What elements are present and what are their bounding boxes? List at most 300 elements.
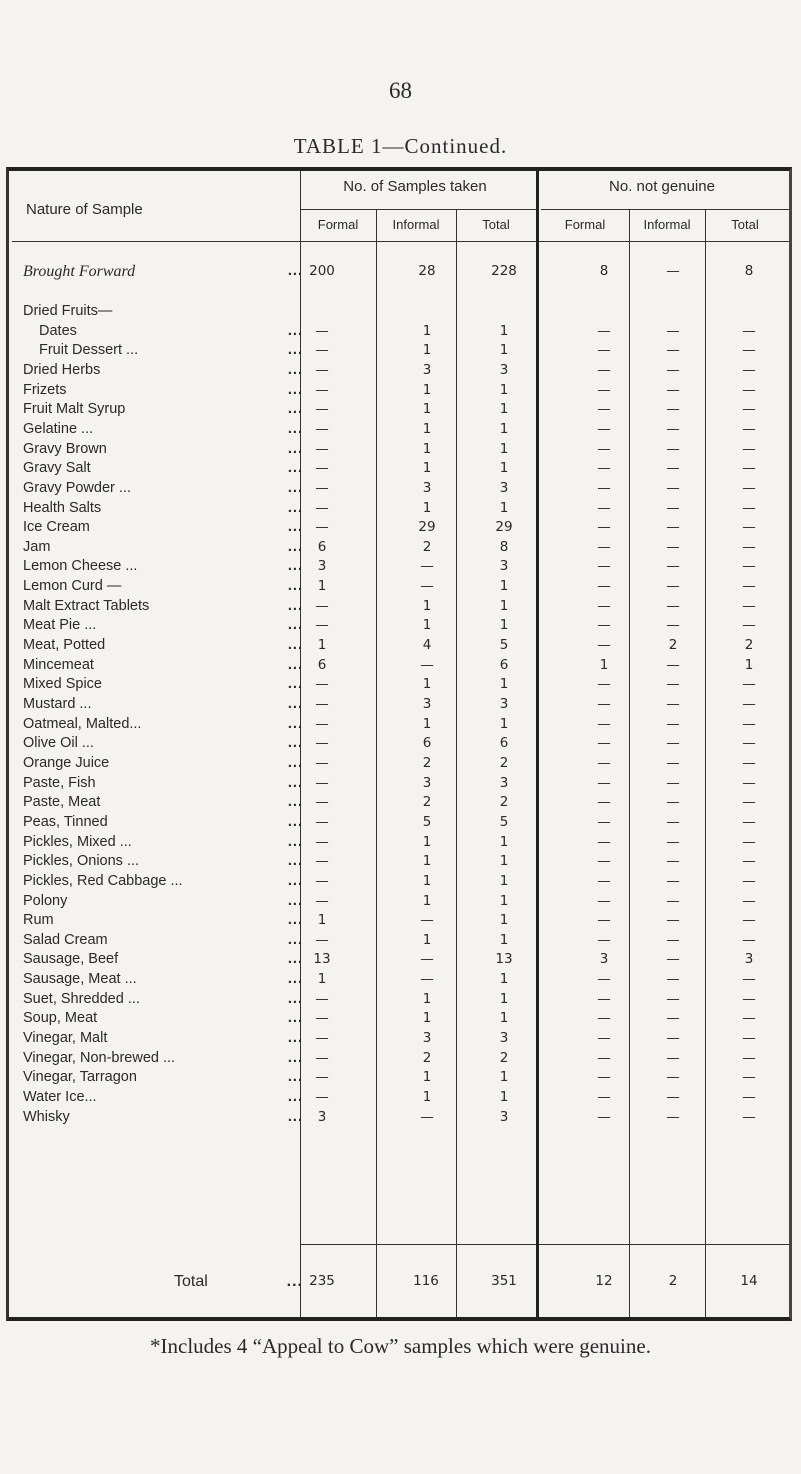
cell-informal: — [420,951,434,968]
cell-formal: 200 [309,263,335,279]
total-top-line [300,1244,789,1245]
row-dots: ... [287,696,303,712]
cell-formal: — [315,833,329,850]
row-dots: ... [287,774,303,791]
row-label: Peas, Tinned [23,813,108,830]
cell-informal-ng: — [666,578,680,595]
cell-informal: — [420,971,434,988]
cell-formal: — [315,990,329,1007]
cell-total-ng: 8 [744,263,754,279]
cell-total: 1 [499,440,509,457]
cell-total-ng: — [742,578,756,595]
cell-informal-ng: — [666,990,680,1007]
table-row [9,420,789,439]
cell-informal-ng: — [666,833,680,850]
cell-informal: 1 [422,931,432,948]
cell-formal-ng: — [597,538,611,555]
cell-formal: — [315,735,329,752]
cell-total: 3 [499,479,509,496]
cell-total: 1 [499,597,509,614]
row-dots: ... [287,263,303,279]
row-dots: ... [287,656,303,673]
row-label: Whisky [23,1108,70,1125]
cell-informal-ng: 2 [668,637,678,654]
cell-informal: 2 [422,538,432,555]
cell-formal: — [315,872,329,889]
table-row [9,577,789,596]
cell-informal-ng: — [666,538,680,555]
cell-total: 1 [499,420,509,437]
cell-informal: 1 [422,460,432,477]
cell-informal: 4 [422,637,432,654]
row-label: Health Salts [23,499,102,516]
cell-informal-ng: — [666,440,680,457]
cell-informal-ng: — [666,1030,680,1047]
cell-informal-ng: — [666,813,680,830]
cell-total: 3 [499,1030,509,1047]
row-label: Dried Herbs [23,361,101,378]
cell-formal-ng: — [597,361,611,378]
cell-informal-ng: — [666,892,680,909]
cell-total-ng: — [742,1010,756,1027]
cell-formal-ng: — [597,1089,611,1105]
cell-total-ng: — [742,912,756,929]
row-label: Suet, Shredded ... [23,990,140,1007]
cell-informal: 1 [422,872,432,889]
row-label: Soup, Meat [23,1010,98,1027]
cell-informal-ng: — [666,499,680,516]
row-dots: ... [287,971,303,988]
row-dots: ... [287,342,303,359]
cell-total-ng: — [742,420,756,437]
cell-informal: 28 [418,263,436,279]
cell-informal: 1 [422,401,432,418]
table-row [9,400,789,419]
cell-formal-ng: — [597,754,611,771]
cell-informal: 3 [422,479,432,496]
table-row [9,675,789,694]
cell-formal: — [315,479,329,496]
row-label: Meat, Potted [23,637,106,654]
row-dots: ... [287,597,303,614]
cell-total: 1 [499,676,509,693]
cell-formal: 1 [317,912,327,929]
header-total-taken: Total [482,217,510,232]
table-row [9,499,789,518]
row-dots: ... [287,1049,303,1066]
cell-total-ng: — [742,342,756,359]
cell-informal: 1 [422,420,432,437]
table-row [9,695,789,714]
cell-total-ng: — [742,813,756,830]
cell-informal-ng: — [666,754,680,771]
cell-informal: 1 [422,499,432,516]
table-row [9,990,789,1009]
cell-formal: 3 [317,558,327,575]
cell-informal-ng: — [666,971,680,988]
table-row [9,616,789,635]
cell-formal: — [315,892,329,909]
header-formal-notgenuine: Formal [564,217,606,232]
cell-informal-ng: — [666,656,680,673]
cell-formal-ng: — [597,1069,611,1086]
cell-informal: 1 [422,597,432,614]
row-dots: ... [287,519,303,536]
table-row [9,931,789,950]
table-row [9,1029,789,1048]
header-total-notgenuine: Total [731,217,759,232]
cell-informal: 29 [418,519,436,536]
cell-informal: 1 [422,892,432,909]
cell-total-ng: — [742,361,756,378]
row-dots: ... [287,401,303,418]
row-label: Brought Forward [23,263,136,280]
cell-total: 1 [499,931,509,948]
cell-total-ng: — [742,597,756,614]
total-formal: 235 [309,1273,335,1289]
row-dots: ... [287,420,303,437]
cell-total-ng: — [742,853,756,870]
cell-total: 1 [499,912,509,929]
cell-formal-ng: — [597,322,611,339]
cell-total-ng: — [742,754,756,771]
cell-formal: — [315,361,329,378]
cell-informal-ng: — [666,1089,680,1105]
cell-formal: — [315,597,329,614]
row-dots: ... [287,322,303,339]
row-label: Vinegar, Tarragon [23,1069,137,1086]
cell-informal: 3 [422,774,432,791]
row-dots: ... [287,538,303,555]
row-dots: ... [287,381,303,398]
cell-formal: 6 [317,656,327,673]
cell-informal-ng: — [666,617,680,634]
cell-total: 1 [499,971,509,988]
table-title: TABLE 1—Continued. [293,134,508,158]
cell-informal: 1 [422,676,432,693]
cell-informal-ng: — [666,263,680,279]
table-row [9,538,789,557]
table-row [9,381,789,400]
row-dots: ... [287,479,303,496]
cell-informal: 2 [422,794,432,811]
cell-formal: — [315,460,329,477]
row-dots: ... [287,1089,303,1105]
cell-total-ng: — [742,990,756,1007]
cell-formal: — [315,1069,329,1086]
cell-total-ng: — [742,794,756,811]
cell-total: 1 [499,1010,509,1027]
row-dots: ... [287,931,303,948]
cell-total-ng: — [742,1108,756,1125]
cell-informal-ng: — [666,361,680,378]
cell-informal-ng: — [666,676,680,693]
cell-informal-ng: — [666,460,680,477]
table-row [9,715,789,734]
cell-total: 13 [495,951,513,968]
table-row [9,262,789,281]
cell-informal: 3 [422,1030,432,1047]
table-row [9,1049,789,1068]
cell-formal-ng: — [597,676,611,693]
table-row [9,813,789,832]
table-row [9,950,789,969]
cell-total: 1 [499,342,509,359]
table-row [9,774,789,793]
cell-total-ng: — [742,479,756,496]
cell-total: 1 [499,499,509,516]
row-label: Dates [39,322,77,339]
cell-informal: 1 [422,715,432,732]
cell-formal: 1 [317,637,327,654]
cell-informal: 1 [422,440,432,457]
table-row [9,1088,789,1107]
cell-formal: — [315,342,329,359]
row-label: Mincemeat [23,656,94,673]
cell-formal: — [315,754,329,771]
cell-total-ng: — [742,774,756,791]
row-dots: ... [287,361,303,378]
cell-formal: — [315,381,329,398]
cell-total: 1 [499,578,509,595]
row-dots: ... [287,1010,303,1027]
cell-informal: 1 [422,1010,432,1027]
header-nature: Nature of Sample [26,201,143,218]
cell-total-ng: — [742,538,756,555]
cell-formal: — [315,1010,329,1027]
row-dots: ... [287,990,303,1007]
cell-formal: — [315,715,329,732]
row-label: Paste, Fish [23,774,96,791]
cell-total: 6 [499,656,509,673]
cell-total: 5 [499,637,509,654]
cell-informal: 1 [422,1069,432,1086]
cell-informal-ng: — [666,420,680,437]
row-label: Gravy Salt [23,460,91,477]
cell-total-ng: — [742,1089,756,1105]
cell-informal-ng: — [666,912,680,929]
cell-total: 1 [499,1069,509,1086]
row-label: Gravy Brown [23,440,107,457]
table-row [9,793,789,812]
table-row [9,1068,789,1087]
row-dots: ... [287,1108,303,1125]
cell-total: 228 [491,263,517,279]
cell-formal: 3 [317,1108,327,1125]
subheader-line-notgenuine [541,209,789,210]
cell-total-ng: — [742,1030,756,1047]
table-row [9,322,789,341]
cell-formal-ng: — [597,715,611,732]
row-dots: ... [287,676,303,693]
cell-total: 1 [499,872,509,889]
row-dots: ... [287,754,303,771]
row-label: Sausage, Meat ... [23,971,137,988]
cell-formal-ng: 8 [599,263,609,279]
row-label: Pickles, Red Cabbage ... [23,872,183,889]
cell-total-ng: — [742,617,756,634]
total-formal-ng: 12 [595,1273,613,1289]
table-row [9,361,789,380]
header-informal-notgenuine: Informal [643,217,691,232]
cell-total: 3 [499,774,509,791]
cell-formal: 6 [317,538,327,555]
row-label: Fruit Malt Syrup [23,401,126,418]
header-not-genuine: No. not genuine [609,178,715,195]
row-label: Frizets [23,381,67,398]
cell-formal-ng: 1 [599,656,609,673]
total-informal: 116 [413,1273,439,1289]
cell-total: 1 [499,381,509,398]
row-dots: ... [287,637,303,654]
cell-total: 1 [499,853,509,870]
row-dots: ... [287,558,303,575]
header-bottom-line [12,241,789,242]
total-total: 351 [491,1273,517,1289]
cell-total: 1 [499,401,509,418]
cell-informal-ng: — [666,381,680,398]
cell-formal-ng: — [597,381,611,398]
cell-total-ng: 1 [744,656,754,673]
cell-informal: 5 [422,813,432,830]
table-row [9,734,789,753]
row-label: Mustard ... [23,696,92,712]
row-label: Pickles, Onions ... [23,853,140,870]
table-row [9,911,789,930]
cell-formal: — [315,1089,329,1105]
row-dots: ... [287,460,303,477]
cell-formal-ng: — [597,440,611,457]
cell-total-ng: — [742,735,756,752]
cell-total: 3 [499,1108,509,1125]
row-label: Olive Oil ... [23,735,94,752]
cell-informal: 2 [422,754,432,771]
table-row [9,1108,789,1127]
cell-informal-ng: — [666,853,680,870]
table-row [9,656,789,675]
cell-total: 3 [499,558,509,575]
cell-total: 2 [499,1049,509,1066]
cell-formal-ng: — [597,519,611,536]
cell-total-ng: — [742,460,756,477]
cell-total-ng: — [742,676,756,693]
cell-total-ng: — [742,440,756,457]
cell-informal-ng: — [666,1049,680,1066]
table-row [9,459,789,478]
cell-informal-ng: — [666,735,680,752]
total-label: Total [174,1273,208,1290]
total-total-ng: 14 [740,1273,758,1289]
row-label: Malt Extract Tablets [23,597,150,614]
cell-informal-ng: — [666,1069,680,1086]
total-row [9,1272,789,1291]
cell-total: 3 [499,361,509,378]
cell-informal-ng: — [666,401,680,418]
cell-total: 1 [499,617,509,634]
row-dots: ... [287,1069,303,1086]
row-label: Water Ice... [23,1089,97,1105]
row-label: Sausage, Beef [23,951,119,968]
cell-informal: — [420,558,434,575]
table-row [9,440,789,459]
table-row [9,754,789,773]
cell-informal-ng: — [666,558,680,575]
table-row [9,636,789,655]
row-label: Ice Cream [23,519,90,536]
cell-total-ng: — [742,499,756,516]
cell-informal-ng: — [666,774,680,791]
cell-formal-ng: — [597,735,611,752]
row-label: Vinegar, Malt [23,1030,108,1047]
cell-informal-ng: — [666,715,680,732]
row-label: Rum [23,912,54,929]
cell-informal-ng: — [666,696,680,712]
row-label: Paste, Meat [23,794,101,811]
cell-informal: 1 [422,381,432,398]
cell-formal: — [315,401,329,418]
cell-total: 3 [499,696,509,712]
cell-informal: 1 [422,853,432,870]
row-dots: ... [287,794,303,811]
cell-total: 2 [499,754,509,771]
cell-informal: — [420,912,434,929]
row-dots: ... [287,1030,303,1047]
table-row [9,892,789,911]
cell-formal-ng: — [597,558,611,575]
table-row [9,597,789,616]
row-label: Orange Juice [23,754,110,771]
row-dots: ... [287,892,303,909]
cell-total-ng: — [742,381,756,398]
cell-total-ng: 2 [744,637,754,654]
cell-formal: — [315,813,329,830]
cell-formal: — [315,322,329,339]
row-dots: ... [287,833,303,850]
cell-total-ng: — [742,1069,756,1086]
cell-formal-ng: — [597,1049,611,1066]
page-number: 68 [389,78,412,103]
row-dots: ... [287,735,303,752]
cell-total: 1 [499,715,509,732]
row-label: Mixed Spice [23,676,102,693]
table-row [9,833,789,852]
row-label: Polony [23,892,68,909]
cell-formal-ng: — [597,813,611,830]
cell-total-ng: — [742,401,756,418]
row-label: Jam [23,538,51,555]
cell-total-ng: — [742,715,756,732]
cell-total-ng: — [742,892,756,909]
cell-total: 5 [499,813,509,830]
cell-total-ng: — [742,971,756,988]
cell-total-ng: — [742,696,756,712]
row-dots: ... [287,499,303,516]
header-formal-taken: Formal [317,217,359,232]
cell-formal-ng: — [597,696,611,712]
cell-formal-ng: — [597,774,611,791]
cell-informal: 1 [422,1089,432,1105]
cell-total: 1 [499,322,509,339]
cell-informal-ng: — [666,794,680,811]
total-informal-ng: 2 [668,1273,678,1289]
row-dots: ... [287,853,303,870]
cell-total-ng: — [742,519,756,536]
cell-formal-ng: — [597,833,611,850]
row-dots: ... [287,912,303,929]
cell-formal-ng: 3 [599,951,609,968]
table-row [9,970,789,989]
row-label: Lemon Cheese ... [23,558,138,575]
